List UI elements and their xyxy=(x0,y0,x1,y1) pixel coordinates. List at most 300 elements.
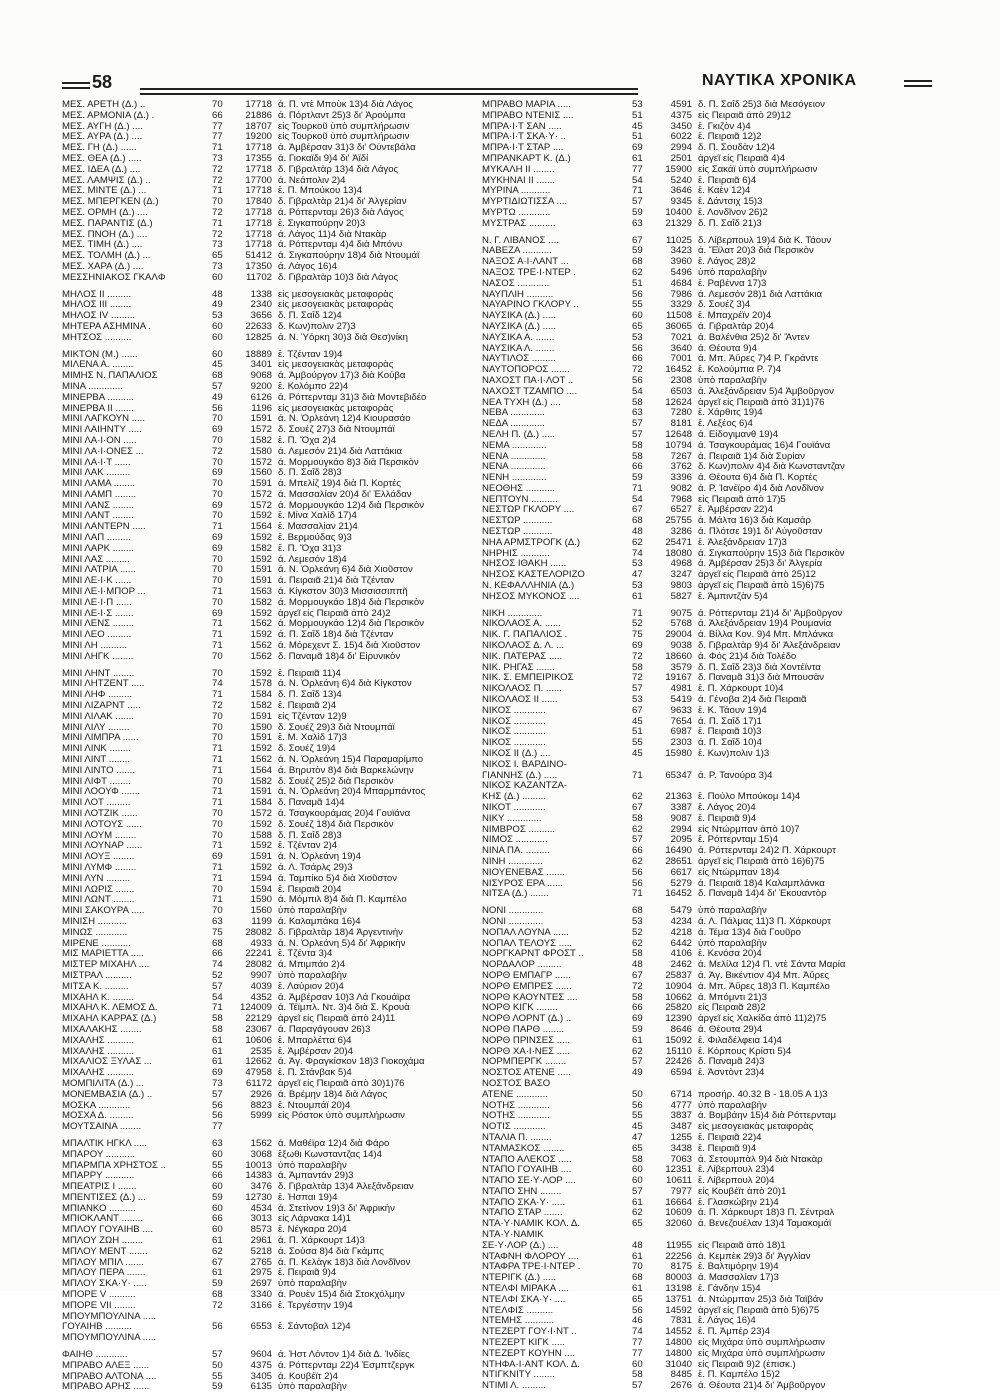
listing-column-left xyxy=(62,100,484,1393)
ship-name: ΜΕΣ. ΑΥΓΗ (Δ.) .... xyxy=(62,121,143,132)
ship-name: ΝΙΤΣΑ (Δ.) ....... xyxy=(482,889,549,900)
tonnage: 15980 xyxy=(665,749,692,760)
ship-name: ΜΠΡΑΒΟ ΝΤΕΝΙΣ .... xyxy=(482,110,574,121)
build-year: 71 xyxy=(212,755,223,766)
build-year: 56 xyxy=(632,343,643,354)
ship-name: ΝΑΞΟΣ Α·Ι·ΛΑΝΤ ... xyxy=(482,257,569,268)
build-year: 59 xyxy=(212,1279,223,1290)
tonnage: 13198 xyxy=(665,1284,692,1295)
ship-entry xyxy=(62,1068,484,1079)
ship-entry xyxy=(482,408,904,419)
movement: ά. Ρόττερνταμ 24)2 Π. Χάρκουρτ xyxy=(698,846,836,857)
tonnage: 15110 xyxy=(666,1046,692,1057)
movement: ά. Ἀγ. Βικέντιον 4)4 Μπ. Ἀΰρες xyxy=(698,970,830,981)
movement: εἰς Τζένταν 12)9 xyxy=(278,711,347,722)
tonnage: 5496 xyxy=(670,267,692,278)
tonnage: 8181 xyxy=(670,419,692,430)
build-year: 71 xyxy=(212,841,223,852)
build-year: 59 xyxy=(632,473,643,484)
build-year: 70 xyxy=(212,576,223,587)
tonnage: 3837 xyxy=(670,1111,692,1122)
tonnage: 14552 xyxy=(665,1327,692,1338)
build-year: 58 xyxy=(212,1024,223,1035)
movement: ἔ. Πειραιᾶ 10)3 xyxy=(698,727,762,738)
ship-entry xyxy=(482,246,904,257)
build-year: 68 xyxy=(632,516,643,527)
movement xyxy=(698,760,904,771)
build-year: 66 xyxy=(632,462,643,473)
movement: εἰς μεσογειακὰς μεταφορὰς xyxy=(278,403,394,414)
tonnage: 1591 xyxy=(250,733,272,744)
ship-name: ΜΙΝΙ ΛΑ·Ι·ΟΝΕΣ ... xyxy=(62,446,144,457)
movement: δ. Παναμᾶ 31)3 διὰ Μπουσὰν xyxy=(698,673,825,684)
ship-entry xyxy=(62,1036,484,1047)
movement: ἀργεῖ εἰς Πειραιᾶ ἀπὸ 30)1)76 xyxy=(278,1078,405,1089)
ship-entry xyxy=(482,279,904,290)
ship-entry xyxy=(482,441,904,452)
build-year: 71 xyxy=(212,218,223,229)
ship-name: ΜΙΝΙ ΛΩΝΤ ........ xyxy=(62,895,135,906)
tonnage: 9633 xyxy=(670,705,692,716)
ship-entry xyxy=(482,1133,904,1144)
build-year: 77 xyxy=(212,132,223,143)
ship-entry xyxy=(482,1101,904,1112)
tonnage: 6442 xyxy=(670,938,692,949)
build-year: 57 xyxy=(632,419,643,430)
tonnage: 1564 xyxy=(250,522,272,533)
build-year: 77 xyxy=(632,1348,643,1359)
ship-name: ΝΟΡΓΚΑΡΝΤ ΦΡΟΣΤ .. xyxy=(482,949,584,960)
tonnage: 1199 xyxy=(251,916,272,927)
build-year: 56 xyxy=(632,289,643,300)
tonnage: 7977 xyxy=(670,1186,692,1197)
build-year: 54 xyxy=(632,175,643,186)
build-year: 69 xyxy=(212,608,223,619)
ship-name: ΝΤΑΠΟ ΣΕ·Υ·ΛΟΡ .... xyxy=(482,1176,576,1187)
tonnage: 2765 xyxy=(250,1257,272,1268)
build-year: 50 xyxy=(212,1360,223,1371)
ship-entry xyxy=(62,533,484,544)
build-year: 52 xyxy=(632,927,643,938)
tonnage: 1592 xyxy=(250,862,272,873)
movement: ά. Ἀμβέρσαν 10)3 Λά Γκουάϊρα xyxy=(278,992,411,1003)
movement xyxy=(698,1230,904,1241)
ship-entry xyxy=(62,1204,484,1215)
ship-entry xyxy=(62,939,484,950)
tonnage: 12730 xyxy=(245,1192,272,1203)
ship-name: ΜΥΣΤΡΑΣ .......... xyxy=(482,218,556,229)
ship-entry xyxy=(62,960,484,971)
movement: ἀργεῖ εἰς Πειραιᾶ ἀπὸ 24)2 xyxy=(278,608,391,619)
tonnage: 14800 xyxy=(665,1338,692,1349)
movement: ἔ. Λίβερπουλ 23)4 xyxy=(698,1165,775,1176)
build-year: 60 xyxy=(212,1225,223,1236)
build-year: 72 xyxy=(212,229,223,240)
movement: ά. Βηρυτὸν 8)4 διὰ Βαρκελώνην xyxy=(278,765,414,776)
ship-name: ΜΙΝΙ ΛΟΤΖΙΚ ...... xyxy=(62,809,138,819)
tonnage: 28082 xyxy=(245,927,272,938)
build-year: 58 xyxy=(632,397,643,408)
build-year: 69 xyxy=(632,143,643,154)
tonnage: 22129 xyxy=(245,1014,272,1025)
tonnage: 1196 xyxy=(251,403,272,414)
ship-name: ΝΑΞΟΣ ΤΡΕ·Ι·ΝΤΕΡ . xyxy=(482,267,576,278)
ship-entry xyxy=(482,197,904,208)
build-year: 60 xyxy=(212,349,223,360)
tonnage: 8485 xyxy=(670,1370,692,1381)
tonnage: 3286 xyxy=(670,527,692,538)
ship-entry xyxy=(482,814,904,825)
build-year: 61 xyxy=(212,1046,223,1057)
movement: ἔ. Λεξέος 6)4 xyxy=(698,419,753,430)
ship-name: ΝΤΑΠΟ ΣΤΑΡ ....... xyxy=(482,1208,563,1219)
ship-name: ΜΙΧΑΗΛ ΚΑΡΡΑΣ (Δ.) xyxy=(62,1014,157,1025)
ship-name: ΜΟΝΕΜΒΑΣΙΑ (Δ.) .. xyxy=(62,1089,153,1100)
movement: εἰς Τουρκοῦ ὑπὸ συμπλήρωσιν xyxy=(278,132,410,143)
ship-entry xyxy=(62,447,484,458)
build-year: 55 xyxy=(632,738,643,749)
ship-entry xyxy=(482,1155,904,1166)
tonnage: 1572 xyxy=(250,457,272,468)
movement: ἔ. Πειραιᾶ 9)4 xyxy=(698,1143,757,1154)
ship-entry xyxy=(482,143,904,154)
ship-name: ΜΙΝΙ ΛΑΝΤ ........ xyxy=(62,511,134,522)
tonnage: 4684 xyxy=(670,278,692,289)
movement: ά. Ἀγ. Φραγκίσκον 18)3 Γιοκοχάμα xyxy=(278,1057,425,1068)
tonnage: 3329 xyxy=(670,300,692,311)
build-year: 47 xyxy=(632,570,643,581)
build-year: 70 xyxy=(212,414,223,425)
movement: εἰς μεσογειακὰς μεταφορὰς xyxy=(278,289,394,300)
ship-name: ΜΟΥΤΣΑΙΝΑ ........ xyxy=(62,1122,142,1133)
ship-name: ΝΑΥΤΟΠΟΡΟΣ ....... xyxy=(482,365,570,376)
ship-entry xyxy=(482,1090,904,1101)
build-year: 46 xyxy=(632,1316,643,1327)
ship-name: ΝΙΚΥ ............. xyxy=(482,813,542,824)
tonnage: 28651 xyxy=(665,856,692,867)
build-year: 70 xyxy=(212,819,223,830)
build-year: 62 xyxy=(632,792,643,803)
tonnage: 19200 xyxy=(245,132,272,143)
movement: ἔ. Μπαχρέϊν 20)4 xyxy=(698,311,772,322)
build-year: 51 xyxy=(632,727,643,738)
ship-entry xyxy=(482,257,904,268)
movement: ἔξωθι Κωνσταντζας 14)4 xyxy=(278,1149,382,1160)
ship-name: ΜΙΝΙ ΛΟΥΞ ........ xyxy=(62,852,135,863)
ship-entry xyxy=(62,414,484,425)
ship-name: ΜΙΣ ΜΑΡΙΕΤΤΑ ..... xyxy=(62,949,144,960)
ship-entry xyxy=(62,458,484,469)
tonnage: 9068 xyxy=(250,371,272,382)
movement: ἀργεῖ εἰς Πειραιᾶ 4)4 xyxy=(698,153,786,164)
tonnage: 1560 xyxy=(250,906,272,917)
movement: ά. Πειραιᾶ 1)4 διὰ Συρίαν xyxy=(698,451,805,462)
movement: ά. Μπ. Ἀΰρες 7)4 Ρ. Γκράντε xyxy=(698,354,819,365)
ship-name: ΝΑΥΣΙΚΑ (Δ.) ..... xyxy=(482,311,556,322)
movement: ά. Κίγκστον 30)3 Μισσισσιππῆ xyxy=(278,587,408,598)
build-year: 71 xyxy=(632,186,643,197)
build-year: 56 xyxy=(212,403,223,414)
tonnage: 2926 xyxy=(250,1089,272,1100)
tonnage: 8573 xyxy=(250,1225,272,1236)
ship-entry xyxy=(62,949,484,960)
build-year: 60 xyxy=(212,1182,223,1193)
movement: δ. Σουέζ 29)3 διὰ Ντουμπάϊ xyxy=(278,722,395,733)
movement: ά. Ν. Ὀρλεάνη 12)4 Κιουρασάο xyxy=(278,414,411,425)
ship-entry xyxy=(482,771,904,782)
movement: εἰς μεσογειακὰς μεταφορὰς xyxy=(698,1122,814,1133)
movement: ά. Σούσα 8)4 διὰ Γκάμπς xyxy=(278,1246,384,1257)
ship-name: ΜΙΧΑΛΑΚΗΣ ........ xyxy=(62,1024,142,1035)
movement: ά. Σιγκαπούρην 15)3 διὰ Περσικὸν xyxy=(698,548,845,559)
listing-column-right xyxy=(482,100,904,1392)
ship-name: ΝΤΕΛΦΙ ΜΙΡΑΚΑ .... xyxy=(482,1284,569,1295)
build-year: 56 xyxy=(212,1111,223,1122)
ship-name: ΜΥΡΙΝΑ ........... xyxy=(482,186,551,197)
tonnage: 65347 xyxy=(665,770,692,781)
tonnage: 4106 xyxy=(670,949,692,960)
tonnage: 51412 xyxy=(245,251,272,262)
tonnage: 1591 xyxy=(250,787,272,798)
movement: δ. Λίβερπουλ 19)4 διὰ Κ. Τάουν xyxy=(698,235,832,246)
movement: ἀργεῖ εἰς Πειραιᾶ ἀπὸ 5)6)75 xyxy=(698,1305,820,1316)
ship-name: ΜΠΡΑΒΟ ΑΛΕΞ ...... xyxy=(62,1360,150,1371)
movement: προσήρ. 40.32 Β - 18.05 Α 1)3 xyxy=(698,1089,828,1100)
ship-entry xyxy=(482,1014,904,1025)
movement: ά. Ν. Ὀρλεάνη 20)4 Μπαρμπάντος xyxy=(278,787,426,798)
tonnage: 1582 xyxy=(250,597,272,608)
ship-entry xyxy=(482,1360,904,1371)
build-year: 58 xyxy=(632,440,643,451)
ship-entry xyxy=(482,495,904,506)
tonnage: 1578 xyxy=(250,679,272,690)
movement: ά. Στετίνον 19)3 δι' Ἀφρικὴν xyxy=(278,1203,395,1214)
ship-name: ΜΙΝΙ ΛΙΛΑΚ ....... xyxy=(62,711,134,722)
movement: ά. Π. ντὲ Μποὺκ 13)4 διὰ Λάγος xyxy=(278,100,413,110)
build-year: 52 xyxy=(212,970,223,981)
ship-entry xyxy=(482,354,904,365)
ship-name: ΝΑΣΟΣ ............ xyxy=(482,278,550,289)
movement: ἔ. Κολούμπια Ρ. 7)4 xyxy=(698,365,782,376)
tonnage: 12648 xyxy=(665,429,692,440)
tonnage: 17350 xyxy=(245,261,272,272)
movement: ά. Εἰδογιμανθ 19)4 xyxy=(698,429,779,440)
build-year: 57 xyxy=(632,1381,643,1392)
ship-entry xyxy=(62,690,484,701)
tonnage: 9345 xyxy=(670,197,692,208)
build-year: 62 xyxy=(632,1046,643,1057)
build-year: 61 xyxy=(212,1057,223,1068)
tonnage: 16452 xyxy=(665,889,692,900)
ship-entry xyxy=(482,268,904,279)
movement: ά. Πειραιᾶ 21)4 διὰ Τζένταν xyxy=(278,576,395,587)
movement: ά. Λεμεσόν 21)4 διὰ Λαττάκια xyxy=(278,446,402,457)
ship-entry xyxy=(482,1208,904,1219)
ship-name: ΜΗΤΕΡΑ ΑΣΗΜΙΝΑ . xyxy=(62,321,151,332)
movement: ά. Λάγος 16)4 xyxy=(278,261,337,272)
ship-name: ΜΙΝΙ ΛΟΥΜ ........ xyxy=(62,830,137,841)
build-year: 68 xyxy=(212,371,223,382)
ship-entry xyxy=(62,1161,484,1172)
ship-name: ΝΙΚΟΛΑΟΣ ΙΙ ...... xyxy=(482,695,558,706)
tonnage: 16490 xyxy=(665,846,692,857)
ship-name: ΜΥΡΤΙΔΙΩΤΙΣΣΑ .... xyxy=(482,197,568,208)
tonnage: 17718 xyxy=(245,164,272,175)
tonnage: 2308 xyxy=(670,375,692,386)
movement: ά. Βομβάην 15)4 διὰ Ρόττερνταμ xyxy=(698,1111,836,1122)
ship-entry xyxy=(482,803,904,814)
ship-name: ΜΙΝΙ ΛΑΤΡΙΑ ...... xyxy=(62,565,136,576)
movement: ά. Λ. Τσάρλς 29)3 xyxy=(278,862,353,873)
ship-entry xyxy=(482,1241,904,1252)
movement: δ. Γιβραλτὰρ 21)4 δι' Ἀλγερίαν xyxy=(278,197,407,208)
ship-entry xyxy=(62,1322,484,1333)
build-year: 65 xyxy=(632,1294,643,1305)
ship-entry xyxy=(482,430,904,441)
build-year: 62 xyxy=(212,1246,223,1257)
movement: ὑπὸ παραλαβὴν xyxy=(278,1279,347,1290)
movement: ά. Ν. Ὀρλεάνη 6)4 διὰ Χιοῦστον xyxy=(278,565,413,576)
ship-entry xyxy=(62,208,484,219)
tonnage: 124009 xyxy=(239,1003,272,1014)
tonnage: 3487 xyxy=(670,1122,692,1133)
ship-entry xyxy=(62,1372,484,1383)
tonnage: 1584 xyxy=(250,690,272,701)
ship-entry xyxy=(482,641,904,652)
ship-entry xyxy=(482,1316,904,1327)
tonnage: 7986 xyxy=(670,289,692,300)
tonnage: 3396 xyxy=(670,473,692,484)
ship-entry xyxy=(482,484,904,495)
ship-entry xyxy=(482,695,904,706)
ship-name: ΜΙΝΙ ΛΗΦ ......... xyxy=(62,690,133,701)
ship-name: ΝΤΑΠΟ ΣΗΝ ........ xyxy=(482,1186,562,1197)
tonnage: 28082 xyxy=(245,960,272,971)
build-year: 48 xyxy=(632,960,643,971)
ship-name: ΝΕΠΤΟΥΝ .......... xyxy=(482,494,558,505)
movement: ὑπὸ παραλαβὴν xyxy=(278,970,347,981)
ship-name: ΝΕΔΑ ............. xyxy=(482,419,545,430)
build-year: 63 xyxy=(632,408,643,419)
ship-entry xyxy=(62,928,484,939)
build-year: 50 xyxy=(632,1089,643,1100)
ship-name: ΜΠΛΟΥ ΖΩΗ ........ xyxy=(62,1236,144,1247)
movement: ά. Π. Σαΐδ 10)4 xyxy=(698,738,762,749)
ship-entry xyxy=(62,723,484,734)
header-rule xyxy=(140,93,638,95)
movement: ά. Μασσαλίαν 17)3 xyxy=(698,1273,779,1284)
ship-name: ΝΙΚΟΣ ΙΙ (Δ.) .... xyxy=(482,749,551,760)
tonnage: 17718 xyxy=(245,240,272,251)
movement: ά. Βαλένθια 25)2 δι' Ἄντεν xyxy=(698,332,810,343)
tonnage: 1572 xyxy=(250,500,272,511)
movement: δ. Γιβραλτὰρ 13)4 διὰ Λάγος xyxy=(278,164,399,175)
build-year: 68 xyxy=(212,1290,223,1301)
ship-name: ΜΙΧΑΗΛ Κ. ΛΕΜΟΣ Δ. xyxy=(62,1003,158,1014)
build-year: 58 xyxy=(632,662,643,673)
build-year: 61 xyxy=(632,153,643,164)
tonnage: 17355 xyxy=(245,153,272,164)
tonnage xyxy=(230,1312,278,1323)
build-year: 61 xyxy=(632,1197,643,1208)
ship-entry xyxy=(62,679,484,690)
tonnage: 5768 xyxy=(670,619,692,630)
build-year: 75 xyxy=(632,630,643,641)
tonnage: 2462 xyxy=(670,960,692,971)
tonnage: 17840 xyxy=(245,197,272,208)
movement: ά. Λάγος 11)4 διὰ Ντακὰρ xyxy=(278,229,387,240)
ship-entry xyxy=(62,598,484,609)
ship-entry xyxy=(62,490,484,501)
ship-entry xyxy=(62,1258,484,1269)
tonnage: 4933 xyxy=(250,938,272,949)
build-year: 58 xyxy=(212,1014,223,1025)
build-year: 73 xyxy=(212,1078,223,1089)
build-year: 71 xyxy=(212,798,223,809)
tonnage: 4375 xyxy=(250,1360,272,1371)
ship-name: ΜΙΤΣΑ Κ. ......... xyxy=(62,981,129,992)
ship-entry xyxy=(62,701,484,712)
tonnage: 2303 xyxy=(670,738,692,749)
ship-entry xyxy=(62,712,484,723)
ship-entry xyxy=(482,619,904,630)
ship-name: ΜΙΧΑΗΛ Κ. ........ xyxy=(62,992,134,1003)
build-year: 70 xyxy=(212,733,223,744)
ship-name: ΜΙΝΙ ΛΥΝ ......... xyxy=(62,873,131,884)
movement: ά. Ν. Ὀρλεάνη 19)4 xyxy=(278,852,361,863)
tonnage: 3646 xyxy=(670,186,692,197)
movement: ά. Π. Χάρκουρτ 18)3 Π. Σέντραλ xyxy=(698,1208,835,1219)
ship-entry xyxy=(482,846,904,857)
movement: εἰς Ντώρμπαν ἀπὸ 10)7 xyxy=(698,824,800,835)
build-year: 60 xyxy=(212,1149,223,1160)
tonnage: 25755 xyxy=(665,516,692,527)
ship-name: ΝΙΝΗ ............. xyxy=(482,856,543,867)
build-year: 71 xyxy=(212,690,223,701)
build-year: 61 xyxy=(212,1035,223,1046)
ship-entry xyxy=(62,311,484,322)
movement: ἔ. Τεργέστην 19)4 xyxy=(278,1300,353,1311)
movement: δ. Π. Σαΐδ 12)4 xyxy=(278,311,342,322)
ship-entry xyxy=(62,755,484,766)
tonnage: 6527 xyxy=(670,505,692,516)
tonnage: 3476 xyxy=(250,1182,272,1193)
tonnage: 3013 xyxy=(250,1214,272,1225)
ship-entry xyxy=(482,1349,904,1360)
ship-name: ΜΙΝΙ ΛΕ·Ι·Κ ...... xyxy=(62,576,132,587)
movement: ἔ. Βερμούδας 9)3 xyxy=(278,533,352,544)
ship-entry xyxy=(62,544,484,555)
ship-name: ΜΕΣ. ΑΡΕΤΗ (Δ.) .. xyxy=(62,100,146,110)
movement: ά. Βενεζουέλαν 13)4 Ταμακομάϊ xyxy=(698,1219,832,1230)
movement: ά. Ρ. Ἰανέϊρο 4)4 διὰ Λονδῖνον xyxy=(698,483,824,494)
movement: ά. Μορμουγκάο 18)4 διὰ Περσικὸν xyxy=(278,597,424,608)
movement: δ. Γιβραλτὰρ 10)3 διὰ Λάγος xyxy=(278,272,399,283)
ship-name: ΜΕΣ. ΛΑΜΨΙΣ (Δ.) .. xyxy=(62,175,151,186)
ship-name: ΝΤΙΜΙ Λ. ......... xyxy=(482,1381,546,1392)
ship-name: ΜΙΝΙ ΛΕ·Ι·ΜΠΟΡ ... xyxy=(62,587,146,598)
tonnage: 1591 xyxy=(250,414,272,425)
ship-name: ΜΠΡΑ·Ι·Τ ΣΚΑ·Υ· .. xyxy=(482,132,566,143)
tonnage: 4218 xyxy=(670,927,692,938)
ship-entry xyxy=(62,436,484,447)
tonnage: 3423 xyxy=(670,246,692,257)
movement: ά. Τσαγκουράμας 16)4 Γουϊάνα xyxy=(698,440,831,451)
ship-entry xyxy=(482,1273,904,1284)
ship-name: ΝΙΚΟΣ ............ xyxy=(482,716,546,727)
movement: ά. Παραγάγουαν 26)3 xyxy=(278,1024,371,1035)
ship-entry xyxy=(62,565,484,576)
